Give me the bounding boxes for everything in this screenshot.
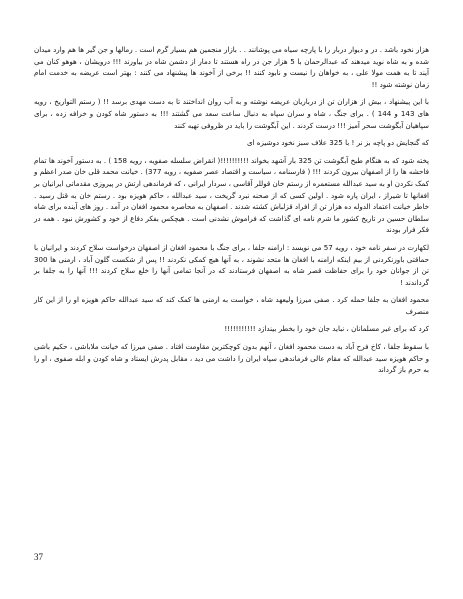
body-text (34, 44, 429, 382)
paragraph: لکهارت در سفر نامه خود ، رویه 57 می نویسد : ارامنه جلفا ، برای جنگ با محمود افغان از اصفهان درخواست سلاح کردند و ایرانیان با حماقتی باورنکردنی از بیم اینکه ارامنه با افغان ها متحد نشوند ، به آنها هیچ کمکی نکردند !! پس از شکست گلون آباد ، ارمنی ها 300 تن از جوانان خود را برای حفاظت قصر شاه به اصفهان فرستادند که در آنجا تمامی آنها را خلع سلاح کردند !!! آنها را به جلفا بر گرداندند ! (34, 242, 430, 287)
paragraph: هزار نخود باشد . در و دیوار دربار را با پارچه سیاه می پوشانند . . بازار منجمین هم بسیار گرم است . رمالها و جن گیر ها هم وارد میدان شده و به شاه نوید میدهند که عبدالرحمان با 5 هزار جن در راه هستند تا دمار از دشمن شاه در بیاورند !!! درویشان ، هوهو کنان می آیند تا به همت مولا علی ، به خواهان را نیست و نابود کنند !! برخی از آخوند ها پیشنهاد می کنند : بهتر است عریضه به خدمت امام زمان نوشته شود !! (34, 45, 429, 89)
paragraph: کرد که برای غیر مسلمانان ، نباید جان خود را بخطر بیندازد !!!!!!!!!!! (224, 324, 429, 334)
paragraph: محمود افغان به جلفا حمله کرد . صفی میرزا ولیعهد شاه ، خواست به ارمنی ها کمک کند که سید عبدالله حاکم هویزه او را از این کار منصرف (34, 295, 429, 316)
page-number: 37 (34, 552, 43, 562)
paragraph: پخته شود که به هنگام طبخ آبگوشت تن 325 بار آشهد بخواند !!!!!!!!!!( انقراض سلسله صفویه ، رویه 158 ) . به دستور آخوند ها تمام فاحشه ها را از اصفهان بیرون کردند !!! ( فارسنامه ، سیاست و اقتصاد عصر صفویه ، رویه 377) . خیانت محمد قلی خان صدر اعظم و کمک نکردن او به سید عبدالله مستعمره از رستم خان قوللر آقاسی ، سردار ایرانی ، که فرماندهی ارتش در پیروزی مقدماتی ایرانیان بر افغانها تا شیراز ، ایران پاره شود . اولین کسی که از صحنه نبرد گریخت ، سید عبدالله ، حاکم هویزه بود . رستم خان به قتل رسید . خاطر خیانت اعتماد الدوله ده هزار تن از افراد قزلباش کشته شدند . اصفهان به محاصره محمود افغان در آمد . روز های آینده برای شاه سلطان حسین در تاریخ کشور ما شرم نامه ای گذاشت که فراموش نشدنی است . هیچکس بفکر دفاع از خود و کشورش نبود . همه در فکر فرار بودند (34, 155, 429, 235)
paragraph: با این پیشنهاد ، بیش از هزاران تن از درباریان عریضه نوشته و به آب روان انداختند تا به دست مهدی برسد !! ( رستم التواریخ ، رویه های 143 و 144 ) . برای جنگ ، شاه و سران سپاه به دنبال ساعت سعد می گشتند !!! به دستور شاه کودن و خرافه زده ، برای سپاهیان آبگوشت سحر آمیز !!! درست کردند . این آبگوشت را باید در ظروفی تهیه کنند (34, 97, 430, 130)
paragraph: که گنجایش دو پاچه بز نر ! با 325 علاف سبز نخود دوشیزه ای (246, 138, 429, 148)
paragraph: با سقوط جلفا ، کاخ فرح آباد به دست محمود افغان ، آنهم بدون کوچکترین مقاومت افتاد . صفی میرزا که خیانت ملاباشی ، حکیم باشی و حاکم هویزه سید عبدالله که مقام عالی فرماندهی سپاه ایران را داشت می دید ، مقابل پدرش ایستاد و شاه کودن و ابله صفوی ، او را به حرم باز گرداند (34, 342, 429, 375)
